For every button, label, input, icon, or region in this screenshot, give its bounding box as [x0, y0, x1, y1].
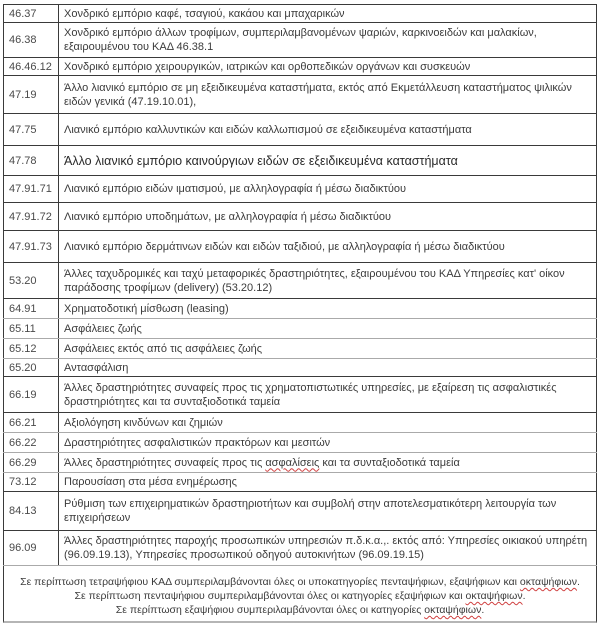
table-row — [4, 114, 597, 146]
table-row — [4, 5, 597, 23]
table-row — [4, 263, 597, 299]
table-row — [4, 203, 597, 231]
table-row — [4, 339, 597, 359]
kad-code: 66.19 — [4, 377, 59, 413]
kad-description — [59, 453, 597, 473]
spellcheck-word: ασφαλίσεις — [265, 456, 320, 469]
kad-code: 46.46.12 — [4, 58, 59, 76]
table-row — [4, 58, 597, 76]
table-row — [4, 319, 597, 339]
kad-description: Χρηματοδοτική μίσθωση (leasing) — [59, 299, 597, 319]
kad-code: 47.91.72 — [4, 203, 59, 231]
kad-code: 64.91 — [4, 299, 59, 319]
spellcheck-word: οκταψήφιων — [465, 590, 523, 602]
footer-text: Σε περίπτωση πενταψήφιου συμπεριλαμβάνονται όλες οι κατηγορίες εξαψήφιων και — [74, 590, 466, 602]
table-row — [4, 359, 597, 377]
kad-code: 66.21 — [4, 413, 59, 433]
kad-table — [3, 4, 597, 566]
table-row — [4, 76, 597, 114]
table-row — [4, 299, 597, 319]
kad-description: Ασφάλειες εκτός από τις ασφάλειες ζωής — [59, 339, 597, 359]
table-row — [4, 231, 597, 263]
footer-text: Σε περίπτωση τετραψήφιου ΚΑΔ συμπεριλαμβάνονται όλες οι υποκατηγορίες πενταψήφιων, εξαψήφιων και — [20, 576, 520, 588]
kad-description: Χονδρικό εμπόριο χειρουργικών, ιατρικών και ορθοπεδικών οργάνων και συσκευών — [59, 58, 597, 76]
footer-line-1 — [4, 575, 596, 589]
table-row — [4, 413, 597, 433]
kad-description: Χονδρικό εμπόριο καφέ, τσαγιού, κακάου και μπαχαρικών — [59, 5, 597, 23]
kad-code: 65.11 — [4, 319, 59, 339]
kad-description: Αντασφάλιση — [59, 359, 597, 377]
table-row — [4, 146, 597, 176]
table-row — [4, 377, 597, 413]
kad-code: 66.22 — [4, 433, 59, 453]
kad-description: Άλλες ταχυδρομικές και ταχύ μεταφορικές δραστηριότητες, εξαιρουμένου του ΚΑΔ Υπηρεσίες κατ' οίκον παράδοσης τροφίμων (delivery) (53.20.12) — [59, 263, 597, 299]
kad-description: Άλλες δραστηριότητες παροχής προσωπικών υπηρεσιών π.δ.κ.α.,. εκτός από: Υπηρεσίες οικιακού υπηρέτη (96.09.19.13), Υπηρεσίες προσωπικού οδηγού αυτοκινήτων (96.09.19.15) — [59, 531, 597, 566]
table-row — [4, 453, 597, 473]
spellcheck-word: οκταψήφιων — [424, 604, 482, 616]
kad-description: Άλλο λιανικό εμπόριο σε μη εξειδικευμένα καταστήματα, εκτός από Εκμετάλλευση καταστήματος ψιλικών ειδών γενικά (47.19.10.01), — [59, 76, 597, 114]
kad-description: Ρύθμιση των επιχειρηματικών δραστηριοτήτων και συμβολή στην αποτελεσματικότερη λειτουργία των επιχειρήσεων — [59, 492, 597, 531]
kad-description: Δραστηριότητες ασφαλιστικών πρακτόρων και μεσιτών — [59, 433, 597, 453]
kad-code: 73.12 — [4, 473, 59, 492]
footer-text: . — [576, 576, 580, 588]
kad-description: Παρουσίαση στα μέσα ενημέρωσης — [59, 473, 597, 492]
kad-code: 46.37 — [4, 5, 59, 23]
kad-code: 47.91.73 — [4, 231, 59, 263]
kad-description: Ασφάλειες ζωής — [59, 319, 597, 339]
table-row — [4, 473, 597, 492]
footer-text: . — [481, 604, 485, 616]
footer-text: . — [522, 590, 526, 602]
footer-text: Σε περίπτωση εξαψήφιου συμπεριλαμβάνονται όλες οι κατηγορίες — [115, 604, 425, 616]
description-text: και τα συνταξιοδοτικά ταμεία — [319, 456, 460, 469]
description-text: Άλλες δραστηριότητες συναφείς προς τις — [64, 456, 266, 469]
kad-code: 47.19 — [4, 76, 59, 114]
kad-code: 65.20 — [4, 359, 59, 377]
kad-description: Χονδρικό εμπόριο άλλων τροφίμων, συμπεριλαμβανομένων ψαριών, καρκινοειδών και μαλακίων, εξαιρουμένου του ΚΑΔ 46.38.1 — [59, 23, 597, 58]
kad-code: 47.75 — [4, 114, 59, 146]
kad-code: 47.78 — [4, 146, 59, 176]
kad-description: Λιανικό εμπόριο υποδημάτων, με αλληλογραφία ή μέσω διαδικτύου — [59, 203, 597, 231]
kad-code: 53.20 — [4, 263, 59, 299]
kad-description: Αξιολόγηση κινδύνων και ζημιών — [59, 413, 597, 433]
kad-code: 66.29 — [4, 453, 59, 473]
kad-code: 47.91.71 — [4, 176, 59, 203]
kad-code: 84.13 — [4, 492, 59, 531]
kad-code: 96.09 — [4, 531, 59, 566]
kad-code: 46.38 — [4, 23, 59, 58]
kad-document — [3, 4, 597, 623]
table-row — [4, 531, 597, 566]
kad-description: Άλλες δραστηριότητες συναφείς προς τις χρηματοπιστωτικές υπηρεσίες, με εξαίρεση τις ασφαλιστικές δραστηριότητες και τα συνταξιοδοτικά ταμεία — [59, 377, 597, 413]
kad-description: Λιανικό εμπόριο δερμάτινων ειδών και ειδών ταξιδιού, με αλληλογραφία ή μέσω διαδικτύου — [59, 231, 597, 263]
table-row — [4, 176, 597, 203]
table-row — [4, 23, 597, 58]
table-row — [4, 433, 597, 453]
kad-description: Λιανικό εμπόριο καλλυντικών και ειδών καλλωπισμού σε εξειδικευμένα καταστήματα — [59, 114, 597, 146]
footer-line-3 — [4, 603, 596, 617]
footer-note — [3, 566, 597, 623]
kad-code: 65.12 — [4, 339, 59, 359]
spellcheck-word: οκταψήφιων — [519, 576, 577, 588]
kad-description: Άλλο λιανικό εμπόριο καινούργιων ειδών σε εξειδικευμένα καταστήματα — [59, 146, 597, 176]
footer-line-2 — [4, 589, 596, 603]
table-row — [4, 492, 597, 531]
kad-description: Λιανικό εμπόριο ειδών ιματισμού, με αλληλογραφία ή μέσω διαδικτύου — [59, 176, 597, 203]
